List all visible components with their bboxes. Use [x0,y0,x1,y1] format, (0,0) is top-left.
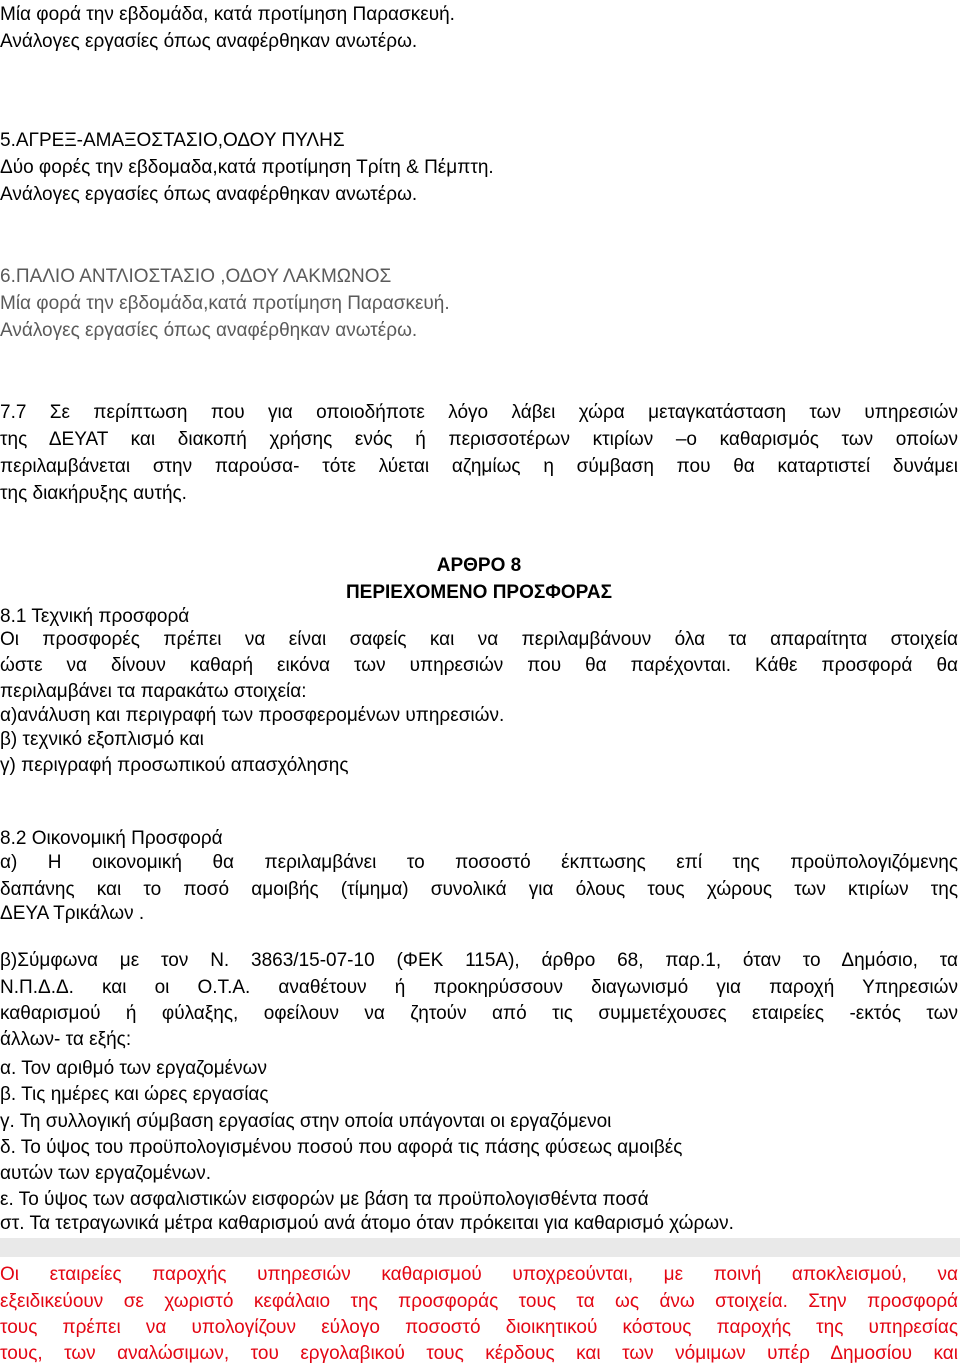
section-8-1-line-2: ώστε να δίνουν καθαρή εικόνα των υπηρεσιών που θα παρέχονται. Κάθε προσφορά θα [0,655,958,676]
section-7-7-line-2: της ΔΕΥΑΤ και διακοπή χρήσης ενός ή περισσοτέρων κτιρίων –ο καθαρισμός των οποίων [0,429,958,450]
section-8-2-para-b-line-2: Ν.Π.Δ.Δ. και οι Ο.Τ.Α. αναθέτουν ή προκηρύσσουν διαγωνισμό για παροχή Υπηρεσιών [0,977,958,998]
section-divider [0,1238,960,1257]
red-notice-line-1: Οι εταιρείες παροχής υπηρεσιών καθαρισμού υποχρεούνται, με ποινή αποκλεισμού, να [0,1264,958,1285]
section-8-1-item-c: γ) περιγραφή προσωπικού απασχόλησης [0,755,349,776]
article-heading: ΑΡΘΡΟ 8 [436,555,522,576]
red-notice-line-2: εξειδικεύουν σε χωριστό κεφάλαιο της προσφοράς τους τα ως άνω στοιχεία. Στην προσφορά [0,1291,958,1312]
section-7-7-line-3: περιλαμβάνεται στην παρούσα- τότε λύεται αζημίως η σύμβαση που θα καταρτιστεί δυνάμει [0,456,958,477]
section-8-2-para-a-line-3: ΔΕΥΑ Τρικάλων . [0,903,145,924]
list-item-c: γ. Τη συλλογική σύμβαση εργασίας στην οποία υπάγονται οι εργαζόμενοι [0,1111,612,1132]
red-notice-line-4: τους, των αναλώσιμων, του εργολαβικού τους κέρδους και των νόμιμων υπέρ Δημοσίου και [0,1343,958,1364]
red-notice-line-3: τους πρέπει να υπολογίζουν εύλογο ποσοστό διοικητικού κόστους παροχής της υπηρεσίας [0,1317,958,1338]
section-8-2-para-b-line-3: καθαρισμού ή φύλαξης, οφείλουν να ζητούν από τις συμμετέχουσες εταιρείες -εκτός των [0,1003,958,1024]
section-8-1-title: 8.1 Τεχνική προσφορά [0,606,190,627]
section-6-title: 6.ΠΑΛΙΟ ΑΝΤΛΙΟΣΤΑΣΙΟ ,ΟΔΟΥ ΛΑΚΜΩΝΟΣ [0,266,392,287]
section-8-1-item-b: β) τεχνικό εξοπλισμό και [0,729,204,750]
list-item-d-cont: αυτών των εργαζομένων. [0,1163,212,1184]
section-6-line-1: Μία φορά την εβδομάδα,κατά προτίμηση Παρασκευή. [0,293,450,314]
section-8-2-para-b-line-1: β)Σύμφωνα με τον Ν. 3863/15-07-10 (ΦΕΚ 115Α), άρθρο 68, παρ.1, όταν το Δημόσιο, τα [0,950,958,971]
article-subheading: ΠΕΡΙΕΧΟΜΕΝΟ ΠΡΟΣΦΟΡΑΣ [345,582,613,603]
section-5-line-2: Ανάλογες εργασίες όπως αναφέρθηκαν ανωτέρω. [0,184,418,205]
section-7-7-line-4: της διακήρυξης αυτής. [0,483,187,504]
section-8-2-title: 8.2 Οικονομική Προσφορά [0,828,223,849]
section-8-2-para-a-line-1: α) Η οικονομική θα περιλαμβάνει το ποσοστό έκπτωσης επί της προϋπολογιζόμενης [0,852,958,873]
list-item-e: ε. Το ύψος των ασφαλιστικών εισφορών με βάση τα προϋπολογισθέντα ποσά [0,1189,649,1210]
section-8-2-para-b-line-4: άλλων- τα εξής: [0,1029,132,1050]
section-8-1-line-1: Οι προσφορές πρέπει να είναι σαφείς και να περιλαμβάνουν όλα τα απαραίτητα στοιχεία [0,629,958,650]
section-8-1-item-a: α)ανάλυση και περιγραφή των προσφερομένων υπηρεσιών. [0,705,505,726]
section-5-line-1: Δύο φορές την εβδομαδα,κατά προτίμηση Τρίτη & Πέμπτη. [0,157,494,178]
section-4-line-1: Μία φορά την εβδομάδα, κατά προτίμηση Παρασκευή. [0,4,455,25]
list-item-st: στ. Τα τετραγωνικά μέτρα καθαρισμού ανά άτομο όταν πρόκειται για καθαρισμό χώρων. [0,1213,734,1234]
section-8-2-para-a-line-2: δαπάνης και το ποσό αμοιβής (τίμημα) συνολικά για όλους τους χώρους των κτιρίων της [0,879,958,900]
section-6-line-2: Ανάλογες εργασίες όπως αναφέρθηκαν ανωτέρω. [0,320,418,341]
list-item-a: α. Τον αριθμό των εργαζομένων [0,1058,267,1079]
section-5-title: 5.ΑΓΡΕΞ-ΑΜΑΞΟΣΤΑΣΙΟ,ΟΔΟΥ ΠΥΛΗΣ [0,130,345,151]
section-7-7-line-1: 7.7 Σε περίπτωση που για οποιοδήποτε λόγο λάβει χώρα μεταγκατάσταση των υπηρεσιών [0,402,958,423]
list-item-b: β. Τις ημέρες και ώρες εργασίας [0,1084,269,1105]
section-4-line-2: Ανάλογες εργασίες όπως αναφέρθηκαν ανωτέρω. [0,31,418,52]
section-8-1-line-3: περιλαμβάνει τα παρακάτω στοιχεία: [0,681,307,702]
list-item-d: δ. Το ύψος του προϋπολογισμένου ποσού που αφορά τις πάσης φύσεως αμοιβές [0,1137,683,1158]
